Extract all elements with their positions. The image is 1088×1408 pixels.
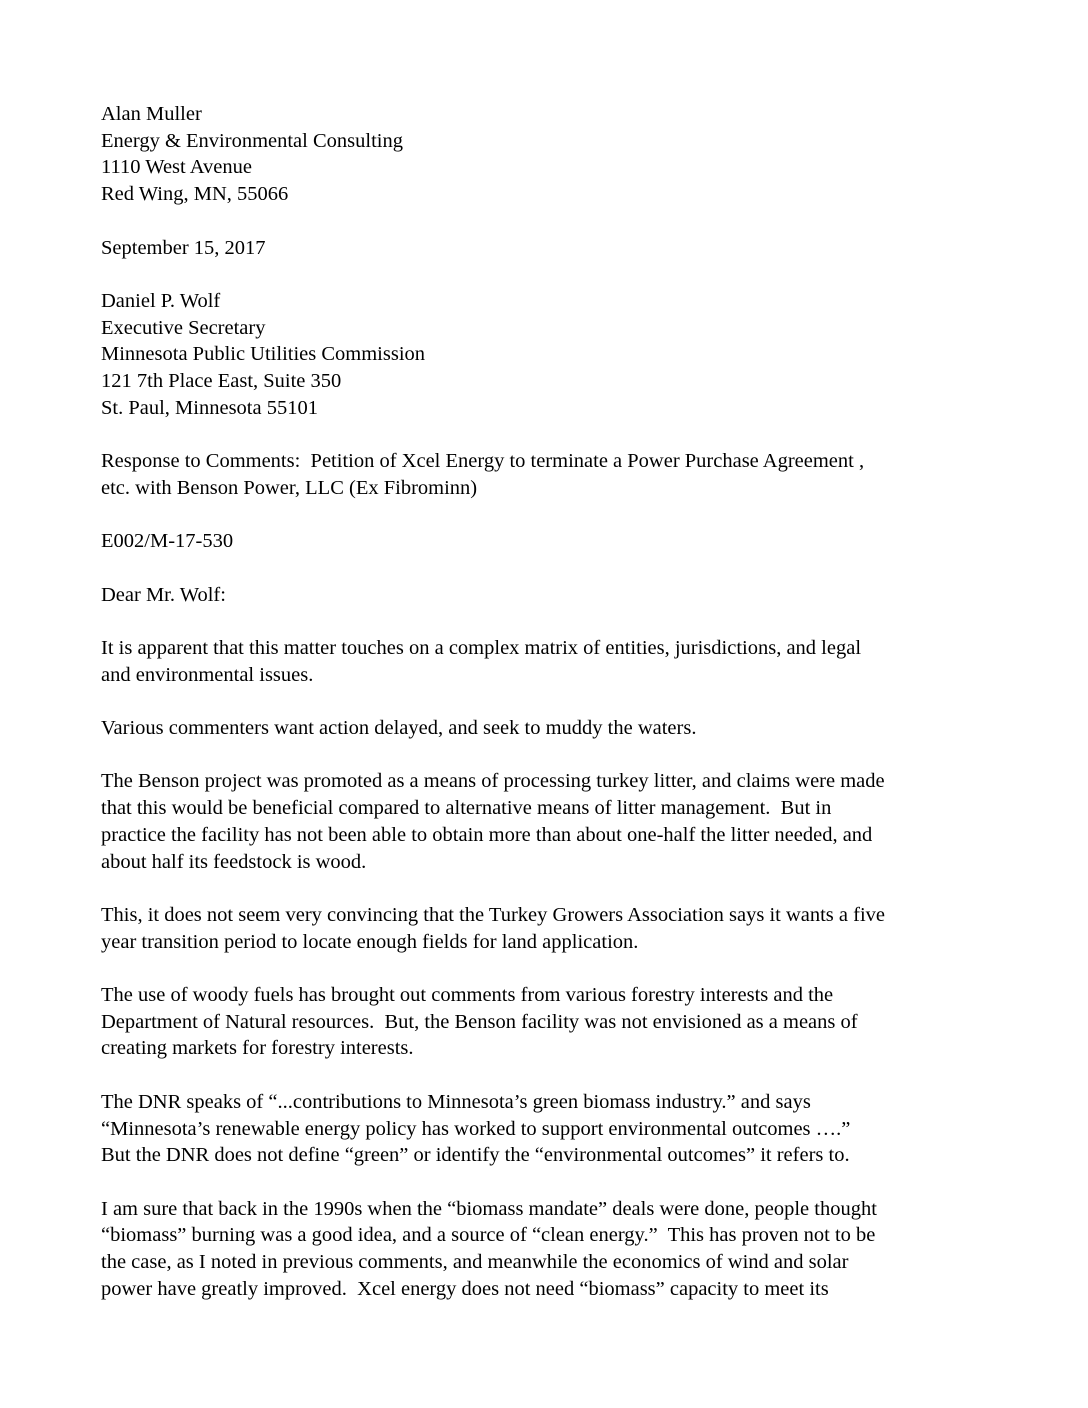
recipient-street: 121 7th Place East, Suite 350	[101, 370, 342, 392]
spacer	[101, 688, 991, 715]
spacer	[101, 261, 991, 288]
spacer	[101, 421, 991, 448]
spacer	[101, 742, 991, 769]
letter-page	[101, 101, 991, 1302]
paragraph-line: I am sure that back in the 1990s when the “biomass mandate” deals were done, people thought	[101, 1197, 877, 1220]
spacer	[101, 555, 991, 582]
subject-line: Response to Comments: Petition of Xcel Energy to terminate a Power Purchase Agreement ,	[101, 450, 865, 473]
salutation: Dear Mr. Wolf:	[101, 583, 226, 606]
recipient-organization: Minnesota Public Utilities Commission	[101, 343, 426, 366]
sender-organization: Energy & Environmental Consulting	[101, 129, 403, 152]
spacer	[101, 208, 991, 235]
subject-block	[101, 448, 991, 501]
docket-block	[101, 528, 991, 555]
salutation-block	[101, 582, 991, 609]
paragraph-line: power have greatly improved. Xcel energy does not need “biomass” capacity to meet its	[101, 1277, 829, 1300]
sender-street: 1110 West Avenue	[101, 156, 252, 179]
paragraph-line: that this would be beneficial compared to alternative means of litter management. But in	[101, 797, 832, 820]
paragraph-line: Various commenters want action delayed, and seek to muddy the waters.	[101, 717, 697, 740]
paragraph-line: creating markets for forestry interests.	[101, 1037, 414, 1060]
spacer	[101, 1062, 991, 1089]
spacer	[101, 502, 991, 529]
paragraph-line: The Benson project was promoted as a means of processing turkey litter, and claims were made	[101, 770, 885, 793]
sender-city-state-zip: Red Wing, MN, 55066	[101, 183, 289, 206]
body-paragraph	[101, 1089, 991, 1169]
paragraph-line: “biomass” burning was a good idea, and a source of “clean energy.” This has proven not to be	[101, 1224, 876, 1247]
paragraph-line: It is apparent that this matter touches on a complex matrix of entities, jurisdictions, and legal	[101, 636, 862, 659]
spacer	[101, 1169, 991, 1196]
spacer	[101, 875, 991, 902]
recipient-city-state-zip: St. Paul, Minnesota 55101	[101, 396, 318, 419]
paragraph-line: the case, as I noted in previous comments, and meanwhile the economics of wind and solar	[101, 1251, 849, 1274]
paragraph-line: The DNR speaks of “...contributions to Minnesota’s green biomass industry.” and says	[101, 1090, 811, 1113]
date-block	[101, 235, 991, 262]
spacer	[101, 955, 991, 982]
docket-number: E002/M-17-530	[101, 530, 234, 553]
paragraph-line: Department of Natural resources. But, the Benson facility was not envisioned as a means of	[101, 1010, 858, 1033]
sender-name: Alan Muller	[101, 103, 202, 125]
spacer	[101, 608, 991, 635]
paragraph-line: practice the facility has not been able to obtain more than about one-half the litter needed, and	[101, 823, 873, 846]
recipient-name: Daniel P. Wolf	[101, 289, 221, 312]
subject-line: etc. with Benson Power, LLC (Ex Fibrominn)	[101, 476, 478, 499]
paragraph-line: about half its feedstock is wood.	[101, 850, 367, 873]
paragraph-line: But the DNR does not define “green” or identify the “environmental outcomes” it refers to.	[101, 1144, 850, 1167]
body-paragraph	[101, 982, 991, 1062]
paragraph-line: This, it does not seem very convincing that the Turkey Growers Association says it wants a five	[101, 903, 886, 926]
paragraph-line: year transition period to locate enough fields for land application.	[101, 930, 639, 953]
body-paragraph	[101, 715, 991, 742]
letter-date: September 15, 2017	[101, 236, 266, 259]
body-paragraph	[101, 902, 991, 955]
sender-address-block	[101, 101, 991, 208]
recipient-title: Executive Secretary	[101, 316, 266, 339]
body-paragraph	[101, 635, 991, 688]
body-paragraph	[101, 768, 991, 875]
paragraph-line: The use of woody fuels has brought out comments from various forestry interests and the	[101, 984, 834, 1007]
recipient-address-block	[101, 288, 991, 422]
paragraph-line: and environmental issues.	[101, 663, 314, 686]
body-paragraph	[101, 1196, 991, 1303]
paragraph-line: “Minnesota’s renewable energy policy has worked to support environmental outcomes ….”	[101, 1117, 851, 1140]
